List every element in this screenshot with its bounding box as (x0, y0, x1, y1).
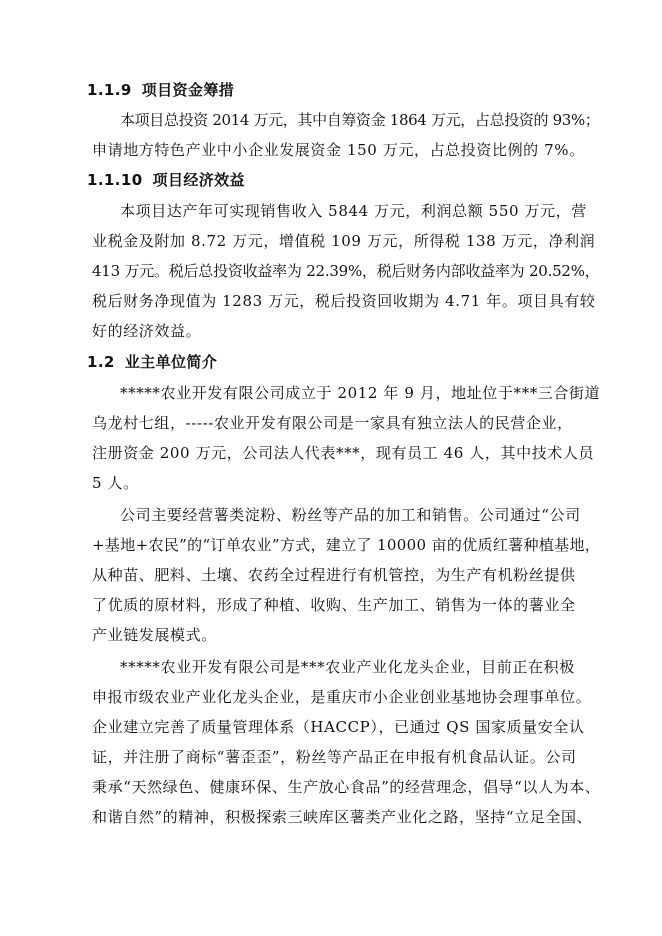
section-title: 项目资金筹措 (141, 81, 235, 99)
paragraph-line: 和谐自然”的精神，积极探索三峡库区薯类产业化之路，坚持“立足全国、 (92, 808, 593, 826)
paragraph-line: 本项目总投资 2014 万元，其中自筹资金 1864 万元，占总投资的 93%； (120, 111, 600, 129)
section-number: 1.2 (87, 353, 115, 371)
paragraph-line: 注册资金 200 万元，公司法人代表***，现有员工 46 人，其中技术人员 (92, 444, 595, 462)
paragraph-line: 业税金及附加 8.72 万元，增值税 109 万元，所得税 138 万元，净利润 (92, 232, 596, 250)
section-title: 项目经济效益 (152, 171, 245, 189)
paragraph-line: 5 人。 (92, 474, 139, 492)
paragraph-line: 从种苗、肥料、土壤、农药全过程进行有机管控，为生产有机粉丝提供 (92, 566, 576, 584)
paragraph-line: 证，并注册了商标“薯歪歪”，粉丝等产品正在申报有机食品认证。公司 (92, 748, 577, 766)
paragraph-line: 本项目达产年可实现销售收入 5844 万元，利润总额 550 万元，营 (120, 202, 587, 220)
section-heading-1-1-10 (87, 170, 245, 190)
paragraph-line: 好的经济效益。 (92, 322, 202, 340)
paragraph-line: 了优质的原材料，形成了种植、收购、生产加工、销售为一体的薯业全 (92, 596, 576, 614)
section-number: 1.1.9 (87, 81, 132, 99)
section-heading-1-1-9 (87, 80, 234, 100)
section-heading-1-2 (87, 352, 217, 372)
paragraph-line: 413 万元。税后总投资收益率为 22.39%，税后财务内部收益率为 20.52%， (92, 262, 600, 280)
paragraph-line: 申请地方特色产业中小企业发展资金 150 万元，占总投资比例的 7%。 (92, 141, 585, 159)
paragraph-line: 企业建立完善了质量管理体系（HACCP），已通过 QS 国家质量安全认 (92, 718, 585, 736)
paragraph-line: 公司主要经营薯类淀粉、粉丝等产品的加工和销售。公司通过“公司 (120, 506, 581, 524)
paragraph-line: 产业链发展模式。 (92, 626, 217, 644)
paragraph-line: *****农业开发有限公司是***农业产业化龙头企业，目前正在积极 (120, 658, 575, 676)
section-title: 业主单位简介 (124, 353, 218, 371)
paragraph-line: 税后财务净现值为 1283 万元，税后投资回收期为 4.71 年。项目具有较 (92, 292, 596, 310)
paragraph-line: 秉承“天然绿色、健康环保、生产放心食品”的经营理念，倡导“以人为本、 (92, 778, 601, 796)
paragraph-line: 申报市级农业产业化龙头企业，是重庆市小企业创业基地协会理事单位。 (92, 688, 592, 706)
paragraph-line: +基地+农民”的“订单农业”方式，建立了 10000 亩的优质红薯种植基地， (92, 536, 601, 554)
paragraph-line: *****农业开发有限公司成立于 2012 年 9 月，地址位于***三合街道 (120, 384, 601, 402)
section-number: 1.1.10 (87, 171, 143, 189)
paragraph-line: 乌龙村七组，-----农业开发有限公司是一家具有独立法人的民营企业， (92, 414, 573, 432)
